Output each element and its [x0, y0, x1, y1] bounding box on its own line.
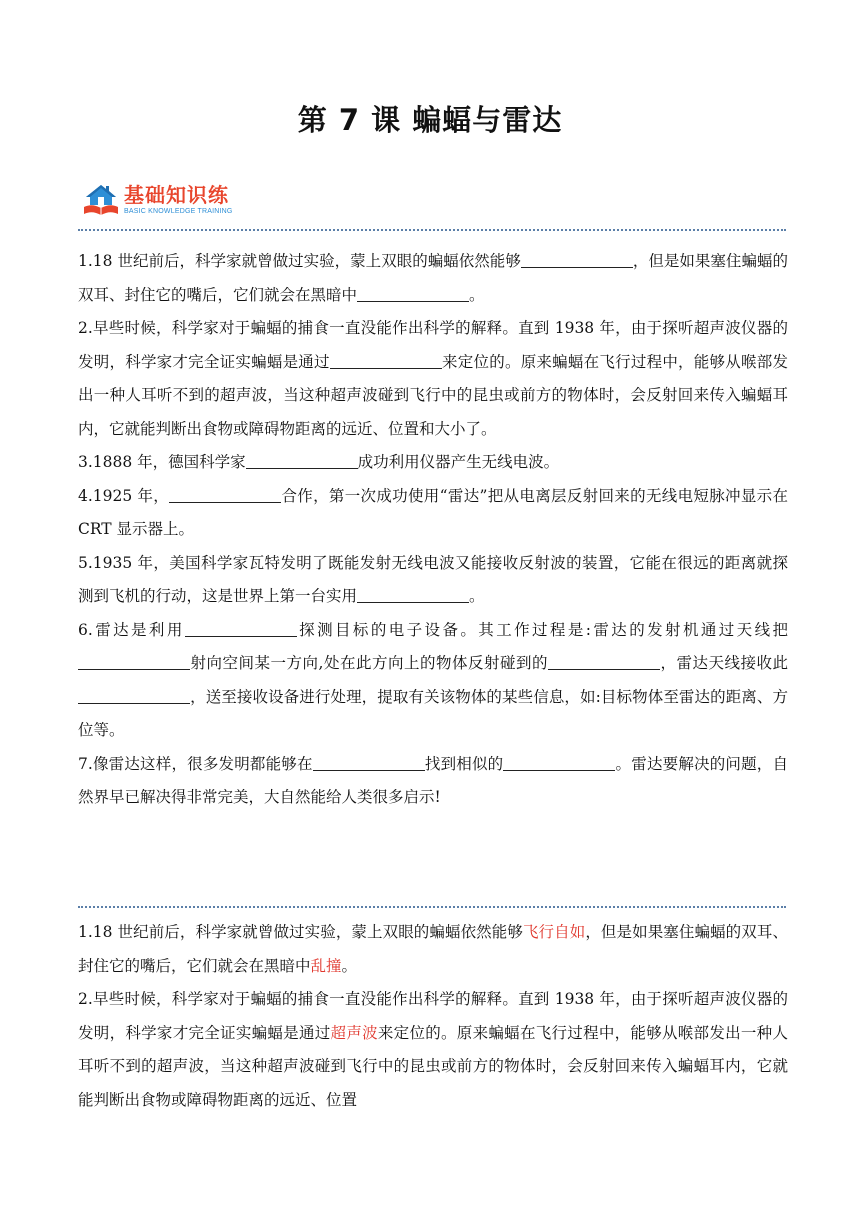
question-1: 1.18 世纪前后，科学家就曾做过实验，蒙上双眼的蝙蝠依然能够 ，但是如果塞住蝙蝠的双耳、封住它的嘴后，它们就会在黑暗中 。: [78, 245, 788, 312]
answer-blank[interactable]: [169, 484, 281, 503]
questions-section: [78, 245, 788, 815]
answers-section: [78, 916, 788, 1117]
question-5: 5.1935 年，美国科学家瓦特发明了既能发射无线电波又能接收反射波的装置，它能在很远的距离就探测到飞机的行动，这是世界上第一台实用 。: [78, 553, 788, 605]
section-badge: [82, 182, 233, 218]
answer-blank[interactable]: [246, 450, 358, 469]
answer-blank[interactable]: [78, 685, 190, 704]
answer-blank[interactable]: [330, 350, 442, 369]
page-title: 第 7 课 蝙蝠与雷达: [297, 103, 563, 137]
answer-blank[interactable]: [521, 249, 633, 268]
answer-blank[interactable]: [185, 618, 297, 637]
answer-blank[interactable]: [503, 752, 615, 771]
question-7: 7.像雷达这样，很多发明都能够在 找到相似的 。雷达要解决的问题，自然界早已解决得非常完美，大自然能给人类很多启示!: [78, 748, 788, 815]
answer-blank[interactable]: [357, 283, 469, 302]
answer-2: 2.早些时候，科学家对于蝙蝠的捕食一直没能作出科学的解释。直到 1938 年，由于探听超声波仪器的发明，科学家才完全证实蝙蝠是通过超声波来定位的。原来蝙蝠在飞行过程中，能够从喉部发出一种人耳听不到的超声波，当这种超声波碰到飞行中的昆虫或前方的物体时，会反射回来传入蝙蝠耳内，它就能判断出食物或障碍物距离的远近、位置: [78, 990, 788, 1109]
answer-blank[interactable]: [78, 651, 190, 670]
answer-blank[interactable]: [548, 651, 660, 670]
house-book-icon: [82, 183, 120, 217]
question-4: 4.1925 年， 合作，第一次成功使用“雷达”把从电离层反射回来的无线电短脉冲显示在 CRT 显示器上。: [78, 480, 788, 547]
badge-title: 基础知识练: [124, 183, 229, 207]
answers-divider: [78, 906, 786, 908]
answer-text: 乱撞: [310, 956, 342, 975]
question-3: 3.1888 年，德国科学家 成功利用仪器产生无线电波。: [78, 446, 788, 480]
answer-1: 1.18 世纪前后，科学家就曾做过实验，蒙上双眼的蝙蝠依然能够飞行自如，但是如果塞住蝙蝠的双耳、封住它的嘴后，它们就会在黑暗中乱撞。: [78, 923, 788, 975]
question-6: 6.雷达是利用 探测目标的电子设备。其工作过程是:雷达的发射机通过天线把射向空间某一方向,处在此方向上的物体反射碰到的 ，雷达天线接收此，送至接收设备进行处理，提取有关该物体的某些信息，如:目标物体至雷达的距离、方位等。: [78, 614, 788, 748]
answer-text: 飞行自如: [522, 923, 586, 941]
top-divider: [78, 229, 786, 231]
answer-blank[interactable]: [357, 584, 469, 603]
badge-subtitle: BASIC KNOWLEDGE TRAINING: [124, 208, 233, 215]
answer-text: 超声波: [330, 1023, 378, 1042]
answer-blank[interactable]: [313, 752, 425, 771]
question-2: 2.早些时候，科学家对于蝙蝠的捕食一直没能作出科学的解释。直到 1938 年，由于探听超声波仪器的发明，科学家才完全证实蝙蝠是通过 来定位的。原来蝙蝠在飞行过程中，能够从喉部发出一种人耳听不到的超声波，当这种超声波碰到飞行中的昆虫或前方的物体时，会反射回来传入蝙蝠耳内，它就能判断出食物或障碍物距离的远近、位置和大小了。: [78, 319, 788, 438]
